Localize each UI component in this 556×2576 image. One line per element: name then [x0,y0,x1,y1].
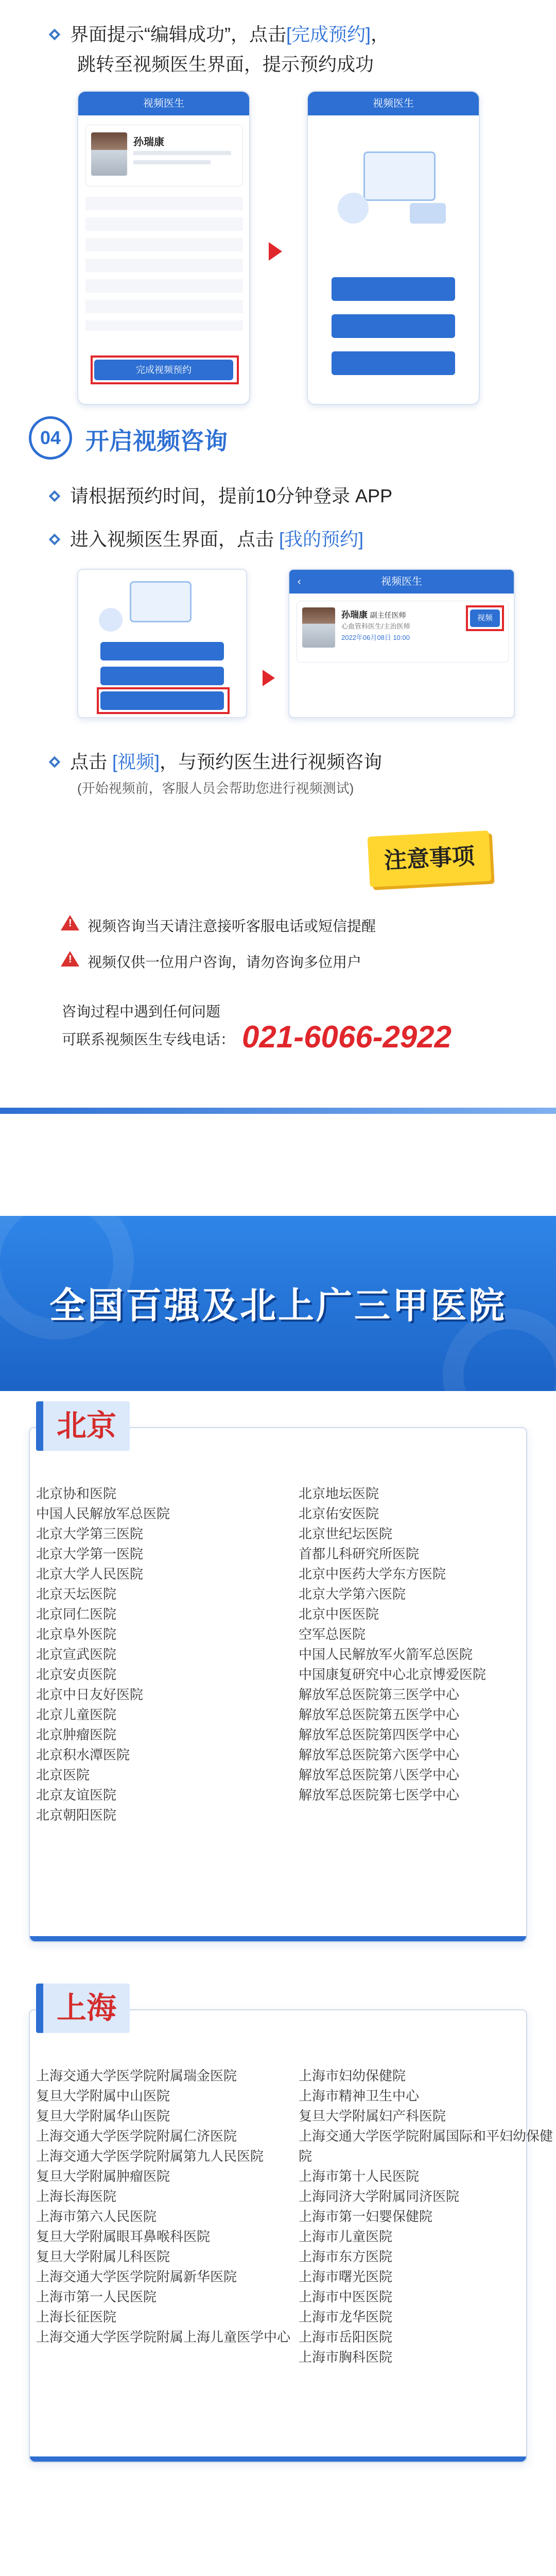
beijing-col-left: 北京协和医院 中国人民解放军总医院 北京大学第三医院 北京大学第一医院 北京大学人民医院 北京天坛医院 北京同仁医院 北京阜外医院 北京宣武医院 北京安贞医院 北京中日友好医院 北京儿童医院 北京肿瘤医院 北京积水潭医院 北京医院 北京友谊医院 北京朝阳医院 [36,1486,170,1823]
menu-button[interactable] [100,642,224,660]
city-tag-shanghai: 上海 [36,1984,130,2033]
phone-header: 视频医生 [78,92,249,115]
doctor-info-lines [133,160,211,164]
step4-item3-note: (开始视频前，客服人员会帮助您进行视频测试) [77,781,354,796]
doctor-name: 孙瑞康 [133,137,164,148]
phone-header: ‹ 视频医生 [289,570,514,594]
doctor-dept: 心血管科医生/主治医师 [341,622,410,630]
arrow-right-icon [269,242,282,261]
shanghai-col-left: 上海交通大学医学院附属瑞金医院 复旦大学附属中山医院 复旦大学附属华山医院 上海交通大学医学院附属仁济医院 上海交通大学医学院附属第九人民医院 复旦大学附属肿瘤医院 上海长海医院 上海市第六人民医院 复旦大学附属眼耳鼻喉科医院 复旦大学附属儿科医院 上海交通大学医学院附属新华医院 上海市第一人民医院 上海长征医院 上海交通大学医学院附属上海儿童医学中心 [36,2068,291,2345]
doctor-name-line: 孙瑞康 副主任医师 [341,610,406,620]
phone-screenshot-video-doctor-menu [77,569,247,718]
back-icon[interactable]: ‹ [298,576,301,587]
video-button[interactable]: 视频 [470,609,500,627]
notice-line-1: 视频咨询当天请注意接听客服电话或短信提醒 [88,918,376,934]
video-illustration [333,141,456,234]
card-bottom-bar [30,2456,526,2462]
help-phone[interactable]: 021-6066-2922 [242,1020,452,1054]
step4-item3: 点击 [视频]，与预约医生进行视频咨询 [50,748,382,776]
help-line-2: 可联系视频医生专线电话： [62,1031,235,1047]
step4-item2: 进入视频医生界面，点击 [我的预约] [50,526,363,553]
card-bottom-bar [30,1936,526,1941]
diamond-bullet-icon [49,490,61,502]
menu-button[interactable] [100,667,224,685]
doctor-avatar [91,132,127,176]
step3-line1: 界面提示“编辑成功”，点击[完成预约]， [50,21,389,48]
step4-item1: 请根据预约时间，提前10分钟登录 APP [50,482,392,510]
phone-screenshot-my-appointments [288,569,515,718]
banner-title: 全国百强及北上广三甲医院 [49,1285,507,1326]
section-divider [0,1108,556,1114]
beijing-col-right: 北京地坛医院 北京佑安医院 北京世纪坛医院 首都儿科研究所医院 北京中医药大学东方医院 北京大学第六医院 北京中医医院 空军总医院 中国人民解放军火箭军总医院 中国康复研究中心北京博爱医院 解放军总医院第三医学中心 解放军总医院第五医学中心 解放军总医院第四医学中心 解放军总医院第六医学中心 解放军总医院第八医学中心 解放军总医院第七医学中心 [299,1486,486,1803]
diamond-bullet-icon [49,29,61,41]
appointment-time: 2022年06月08日 10:00 [341,634,410,641]
form-lines [85,197,243,331]
help-line-1: 咨询过程中遇到任何问题 [62,1004,221,1020]
warning-icon [61,915,79,930]
doctor-card [85,125,243,187]
shanghai-col-right: 上海市妇幼保健院 上海市精神卫生中心 复旦大学附属妇产科医院 上海交通大学医学院附属国际和平妇幼保健院 上海市第十人民医院 上海同济大学附属同济医院 上海市第一妇婴保健院 上海市儿童医院 上海市东方医院 上海市曙光医院 上海市中医医院 上海市龙华医院 上海市岳阳医院 上海市胸科医院 [299,2068,553,2365]
highlight-box [91,355,239,384]
step3-line2: 跳转至视频医生界面，提示预约成功 [77,54,374,75]
highlight-box [97,687,230,714]
arrow-right-icon [263,670,275,686]
diamond-bullet-icon [49,756,61,768]
appointment-card [297,601,509,663]
phone-header: 视频医生 [308,92,479,115]
notice-label-badge: 注意事项 [368,831,492,887]
hospitals-banner [0,1216,556,1391]
phone-screenshot-edit-success [77,91,250,405]
step-number-badge: 04 [29,416,72,460]
warning-icon [61,951,79,967]
diamond-bullet-icon [49,534,61,546]
video-illustration [89,577,238,634]
doctor-info-lines [133,151,231,155]
step-title: 开启视频咨询 [85,428,228,454]
city-tag-beijing: 北京 [36,1401,130,1451]
menu-button[interactable] [332,314,455,338]
doctor-avatar [302,607,335,648]
menu-button[interactable] [332,277,455,301]
highlight-box [466,605,504,631]
phone-screenshot-video-doctor [307,91,480,405]
complete-appointment-button[interactable]: 完成视频预约 [94,360,233,380]
notice-line-2: 视频仅供一位用户咨询，请勿咨询多位用户 [88,954,362,970]
menu-button[interactable] [332,351,455,375]
